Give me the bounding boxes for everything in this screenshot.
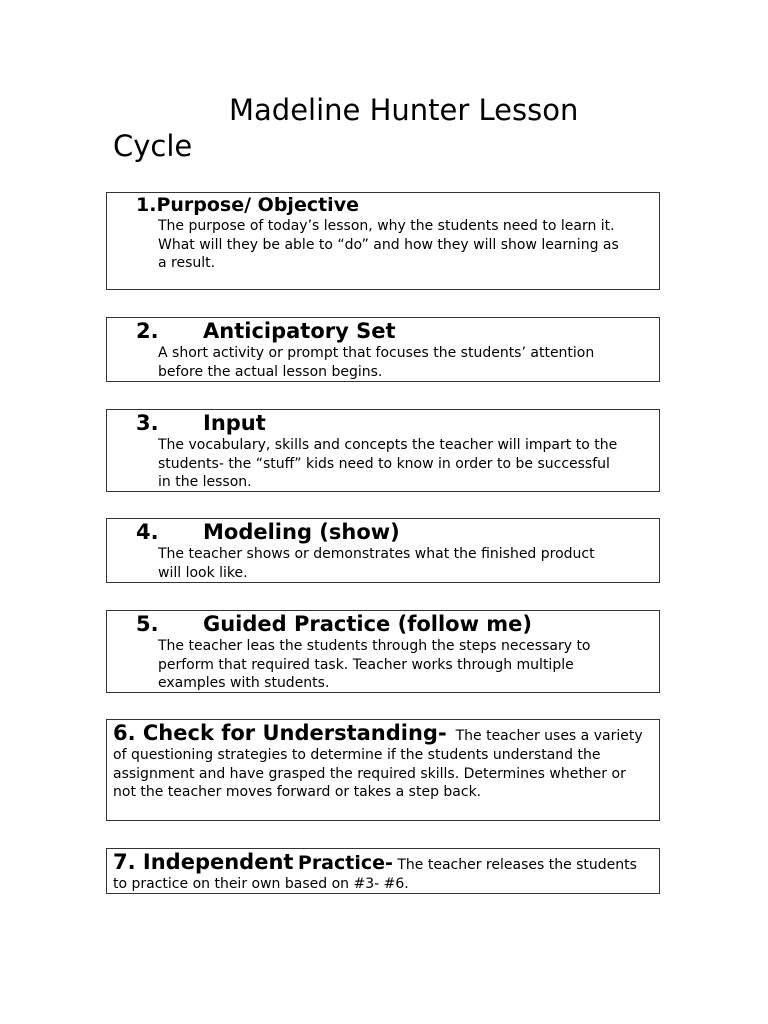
step-title: Purpose/ Objective xyxy=(156,194,359,216)
title-line-2: Cycle xyxy=(113,129,193,163)
step-content xyxy=(113,720,653,802)
step-description: The purpose of today’s lesson, why the students need to learn it. What will they be able to “do” and how they will show learning as a result. xyxy=(158,218,619,271)
step-box-modeling xyxy=(106,518,660,583)
step-number: 2. xyxy=(136,319,159,343)
step-title-part-1: 7. Independent xyxy=(113,850,294,874)
step-content xyxy=(113,849,653,894)
step-description: The teacher leas the students through the steps necessary to perform that required task. Teacher works through multiple examples with students. xyxy=(158,638,591,691)
step-number: 5. xyxy=(136,612,159,636)
step-title: Guided Practice (follow me) xyxy=(203,612,533,636)
step-number: 1. xyxy=(136,194,157,216)
step-box-guided-practice xyxy=(106,610,660,693)
step-description: The teacher releases the students to practice on their own based on #3- #6. xyxy=(113,857,637,892)
step-box-purpose xyxy=(106,192,660,290)
step-box-input xyxy=(106,409,660,492)
step-description: The vocabulary, skills and concepts the teacher will impart to the students- the “stuff” kids need to know in order to be successful in the lesson. xyxy=(158,437,618,490)
step-title-part-2: Practice- xyxy=(297,852,393,874)
step-description: The teacher shows or demonstrates what the finished product will look like. xyxy=(158,546,595,581)
step-box-independent-practice xyxy=(106,848,660,894)
step-number: 3. xyxy=(136,411,159,435)
step-box-anticipatory-set xyxy=(106,317,660,382)
step-heading-purpose xyxy=(136,193,359,217)
step-description: A short activity or prompt that focuses the students’ attention before the actual lesson begins. xyxy=(158,345,595,380)
step-title: Input xyxy=(203,411,266,435)
title-line-1: Madeline Hunter Lesson xyxy=(229,93,579,127)
step-description: The teacher uses a variety of questioning strategies to determine if the students understand the assignment and have grasped the required skills. Determines whether or not the teacher moves forward or takes a step back. xyxy=(113,728,643,800)
step-number: 4. xyxy=(136,520,159,544)
step-title: Anticipatory Set xyxy=(203,319,396,343)
step-title: 6. Check for Understanding- xyxy=(113,721,447,745)
step-title: Modeling (show) xyxy=(203,520,400,544)
step-box-check-understanding xyxy=(106,719,660,821)
